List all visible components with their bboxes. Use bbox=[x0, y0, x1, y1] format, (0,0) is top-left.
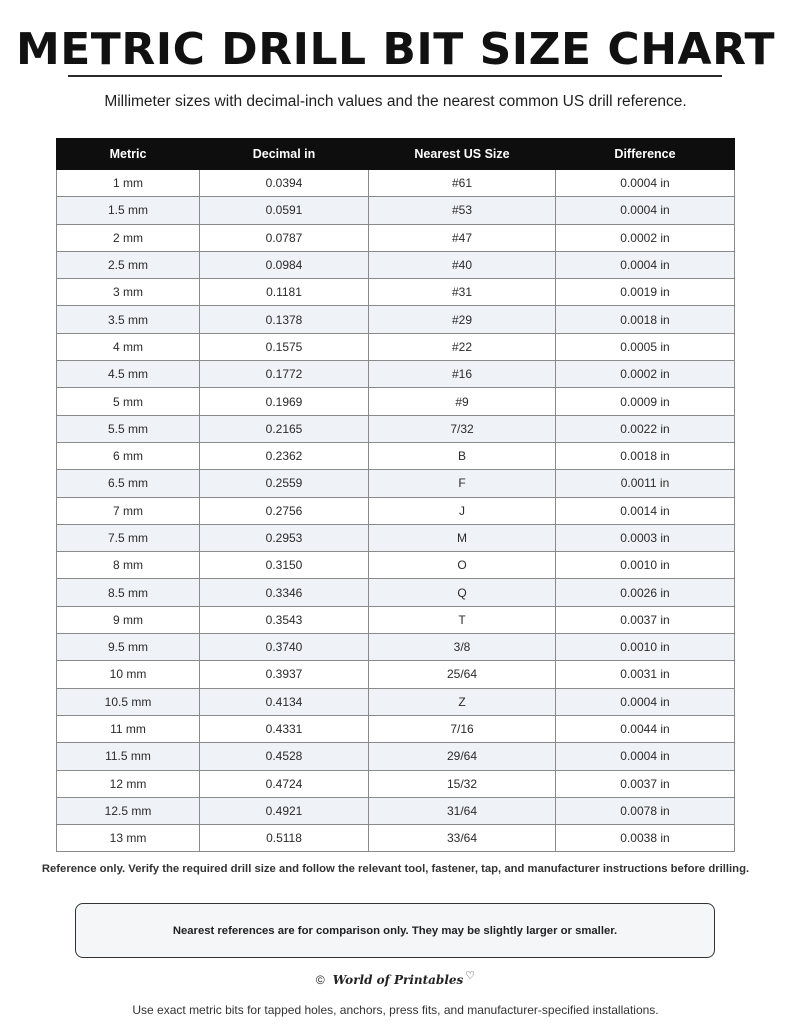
cell-metric: 4.5 mm bbox=[57, 361, 200, 388]
note-text: Nearest references are for comparison only. They may be slightly larger or smaller. bbox=[172, 924, 618, 937]
cell-difference: 0.0014 in bbox=[556, 497, 735, 524]
cell-metric: 2 mm bbox=[57, 224, 200, 251]
cell-metric: 10.5 mm bbox=[57, 688, 200, 715]
cell-difference: 0.0044 in bbox=[556, 715, 735, 742]
cell-nearest-us-size: #40 bbox=[369, 251, 556, 278]
cell-nearest-us-size: F bbox=[369, 470, 556, 497]
cell-metric: 13 mm bbox=[57, 825, 200, 852]
cell-nearest-us-size: T bbox=[369, 606, 556, 633]
cell-metric: 12.5 mm bbox=[57, 797, 200, 824]
cell-metric: 2.5 mm bbox=[57, 251, 200, 278]
cell-difference: 0.0004 in bbox=[556, 688, 735, 715]
cell-difference: 0.0010 in bbox=[556, 634, 735, 661]
cell-metric: 12 mm bbox=[57, 770, 200, 797]
cell-nearest-us-size: 33/64 bbox=[369, 825, 556, 852]
table-row bbox=[57, 715, 735, 742]
table-body bbox=[57, 170, 735, 852]
cell-decimal-in: 0.4331 bbox=[200, 715, 369, 742]
table-row bbox=[57, 197, 735, 224]
page-subtitle: Millimeter sizes with decimal-inch values and the nearest common US drill reference. bbox=[104, 93, 687, 110]
column-header-difference: Difference bbox=[556, 139, 735, 170]
cell-nearest-us-size: O bbox=[369, 552, 556, 579]
cell-metric: 6 mm bbox=[57, 442, 200, 469]
table-row bbox=[57, 361, 735, 388]
cell-decimal-in: 0.0394 bbox=[200, 170, 369, 197]
brand-name: World of Printables bbox=[332, 973, 464, 987]
cell-metric: 7.5 mm bbox=[57, 524, 200, 551]
table-row bbox=[57, 606, 735, 633]
cell-decimal-in: 0.4724 bbox=[200, 770, 369, 797]
cell-decimal-in: 0.5118 bbox=[200, 825, 369, 852]
cell-difference: 0.0078 in bbox=[556, 797, 735, 824]
cell-decimal-in: 0.2362 bbox=[200, 442, 369, 469]
cell-nearest-us-size: #9 bbox=[369, 388, 556, 415]
table-row bbox=[57, 470, 735, 497]
cell-difference: 0.0022 in bbox=[556, 415, 735, 442]
cell-metric: 9.5 mm bbox=[57, 634, 200, 661]
cell-difference: 0.0004 in bbox=[556, 251, 735, 278]
title-divider bbox=[68, 75, 722, 77]
cell-nearest-us-size: 25/64 bbox=[369, 661, 556, 688]
cell-difference: 0.0031 in bbox=[556, 661, 735, 688]
cell-nearest-us-size: #29 bbox=[369, 306, 556, 333]
cell-nearest-us-size: 31/64 bbox=[369, 797, 556, 824]
table-row bbox=[57, 333, 735, 360]
page-title: METRIC DRILL BIT SIZE CHART bbox=[15, 24, 776, 75]
cell-decimal-in: 0.0591 bbox=[200, 197, 369, 224]
cell-decimal-in: 0.0787 bbox=[200, 224, 369, 251]
table-row bbox=[57, 634, 735, 661]
table-row bbox=[57, 279, 735, 306]
cell-metric: 9 mm bbox=[57, 606, 200, 633]
cell-decimal-in: 0.4528 bbox=[200, 743, 369, 770]
cell-nearest-us-size: J bbox=[369, 497, 556, 524]
footer-text: Use exact metric bits for tapped holes, anchors, press fits, and manufacturer-specified installations. bbox=[132, 1003, 659, 1017]
cell-decimal-in: 0.2559 bbox=[200, 470, 369, 497]
table-row bbox=[57, 497, 735, 524]
table-row bbox=[57, 661, 735, 688]
cell-nearest-us-size: #16 bbox=[369, 361, 556, 388]
cell-decimal-in: 0.3543 bbox=[200, 606, 369, 633]
cell-metric: 6.5 mm bbox=[57, 470, 200, 497]
column-header-decimal-in: Decimal in bbox=[200, 139, 369, 170]
cell-difference: 0.0037 in bbox=[556, 606, 735, 633]
copyright-symbol: © bbox=[315, 973, 325, 987]
cell-decimal-in: 0.3740 bbox=[200, 634, 369, 661]
table-row bbox=[57, 415, 735, 442]
cell-nearest-us-size: 7/16 bbox=[369, 715, 556, 742]
cell-nearest-us-size: M bbox=[369, 524, 556, 551]
cell-difference: 0.0009 in bbox=[556, 388, 735, 415]
column-header-nearest-us-size: Nearest US Size bbox=[369, 139, 556, 170]
table-row bbox=[57, 251, 735, 278]
table-row bbox=[57, 797, 735, 824]
cell-difference: 0.0037 in bbox=[556, 770, 735, 797]
cell-decimal-in: 0.0984 bbox=[200, 251, 369, 278]
cell-metric: 5.5 mm bbox=[57, 415, 200, 442]
cell-decimal-in: 0.3346 bbox=[200, 579, 369, 606]
table-row bbox=[57, 306, 735, 333]
cell-nearest-us-size: #31 bbox=[369, 279, 556, 306]
cell-difference: 0.0002 in bbox=[556, 224, 735, 251]
brand-logo bbox=[0, 970, 791, 987]
cell-difference: 0.0004 in bbox=[556, 197, 735, 224]
cell-metric: 5 mm bbox=[57, 388, 200, 415]
cell-decimal-in: 0.2953 bbox=[200, 524, 369, 551]
table-row bbox=[57, 825, 735, 852]
table-row bbox=[57, 170, 735, 197]
column-header-metric: Metric bbox=[57, 139, 200, 170]
cell-difference: 0.0018 in bbox=[556, 442, 735, 469]
cell-difference: 0.0018 in bbox=[556, 306, 735, 333]
note-box bbox=[75, 903, 715, 958]
cell-difference: 0.0026 in bbox=[556, 579, 735, 606]
cell-nearest-us-size: 3/8 bbox=[369, 634, 556, 661]
table-row bbox=[57, 388, 735, 415]
cell-decimal-in: 0.1772 bbox=[200, 361, 369, 388]
table-header-row bbox=[57, 139, 735, 170]
cell-metric: 11 mm bbox=[57, 715, 200, 742]
cell-metric: 11.5 mm bbox=[57, 743, 200, 770]
cell-decimal-in: 0.4134 bbox=[200, 688, 369, 715]
cell-metric: 7 mm bbox=[57, 497, 200, 524]
cell-decimal-in: 0.1378 bbox=[200, 306, 369, 333]
table-row bbox=[57, 770, 735, 797]
cell-nearest-us-size: 29/64 bbox=[369, 743, 556, 770]
table-row bbox=[57, 688, 735, 715]
cell-decimal-in: 0.2756 bbox=[200, 497, 369, 524]
cell-decimal-in: 0.1969 bbox=[200, 388, 369, 415]
cell-difference: 0.0003 in bbox=[556, 524, 735, 551]
cell-metric: 8.5 mm bbox=[57, 579, 200, 606]
cell-nearest-us-size: 7/32 bbox=[369, 415, 556, 442]
drill-size-table bbox=[56, 138, 735, 852]
table-row bbox=[57, 224, 735, 251]
cell-difference: 0.0004 in bbox=[556, 170, 735, 197]
cell-difference: 0.0004 in bbox=[556, 743, 735, 770]
cell-difference: 0.0011 in bbox=[556, 470, 735, 497]
table-row bbox=[57, 442, 735, 469]
cell-nearest-us-size: #47 bbox=[369, 224, 556, 251]
cell-decimal-in: 0.3150 bbox=[200, 552, 369, 579]
table-row bbox=[57, 552, 735, 579]
cell-decimal-in: 0.1181 bbox=[200, 279, 369, 306]
table-row bbox=[57, 524, 735, 551]
cell-difference: 0.0038 in bbox=[556, 825, 735, 852]
cell-difference: 0.0019 in bbox=[556, 279, 735, 306]
table-row bbox=[57, 579, 735, 606]
disclaimer-text: Reference only. Verify the required drill size and follow the relevant tool, fastener, tap, and manufacturer instructions before drilling. bbox=[41, 863, 750, 875]
cell-nearest-us-size: #22 bbox=[369, 333, 556, 360]
cell-decimal-in: 0.4921 bbox=[200, 797, 369, 824]
cell-nearest-us-size: Z bbox=[369, 688, 556, 715]
cell-nearest-us-size: #61 bbox=[369, 170, 556, 197]
cell-nearest-us-size: Q bbox=[369, 579, 556, 606]
cell-metric: 10 mm bbox=[57, 661, 200, 688]
cell-decimal-in: 0.1575 bbox=[200, 333, 369, 360]
cell-metric: 3 mm bbox=[57, 279, 200, 306]
cell-difference: 0.0005 in bbox=[556, 333, 735, 360]
heart-icon: ♡ bbox=[465, 970, 476, 982]
cell-nearest-us-size: #53 bbox=[369, 197, 556, 224]
cell-decimal-in: 0.3937 bbox=[200, 661, 369, 688]
cell-metric: 8 mm bbox=[57, 552, 200, 579]
cell-metric: 1 mm bbox=[57, 170, 200, 197]
table-row bbox=[57, 743, 735, 770]
cell-metric: 1.5 mm bbox=[57, 197, 200, 224]
cell-metric: 3.5 mm bbox=[57, 306, 200, 333]
cell-nearest-us-size: 15/32 bbox=[369, 770, 556, 797]
cell-metric: 4 mm bbox=[57, 333, 200, 360]
cell-difference: 0.0010 in bbox=[556, 552, 735, 579]
cell-difference: 0.0002 in bbox=[556, 361, 735, 388]
cell-nearest-us-size: B bbox=[369, 442, 556, 469]
cell-decimal-in: 0.2165 bbox=[200, 415, 369, 442]
